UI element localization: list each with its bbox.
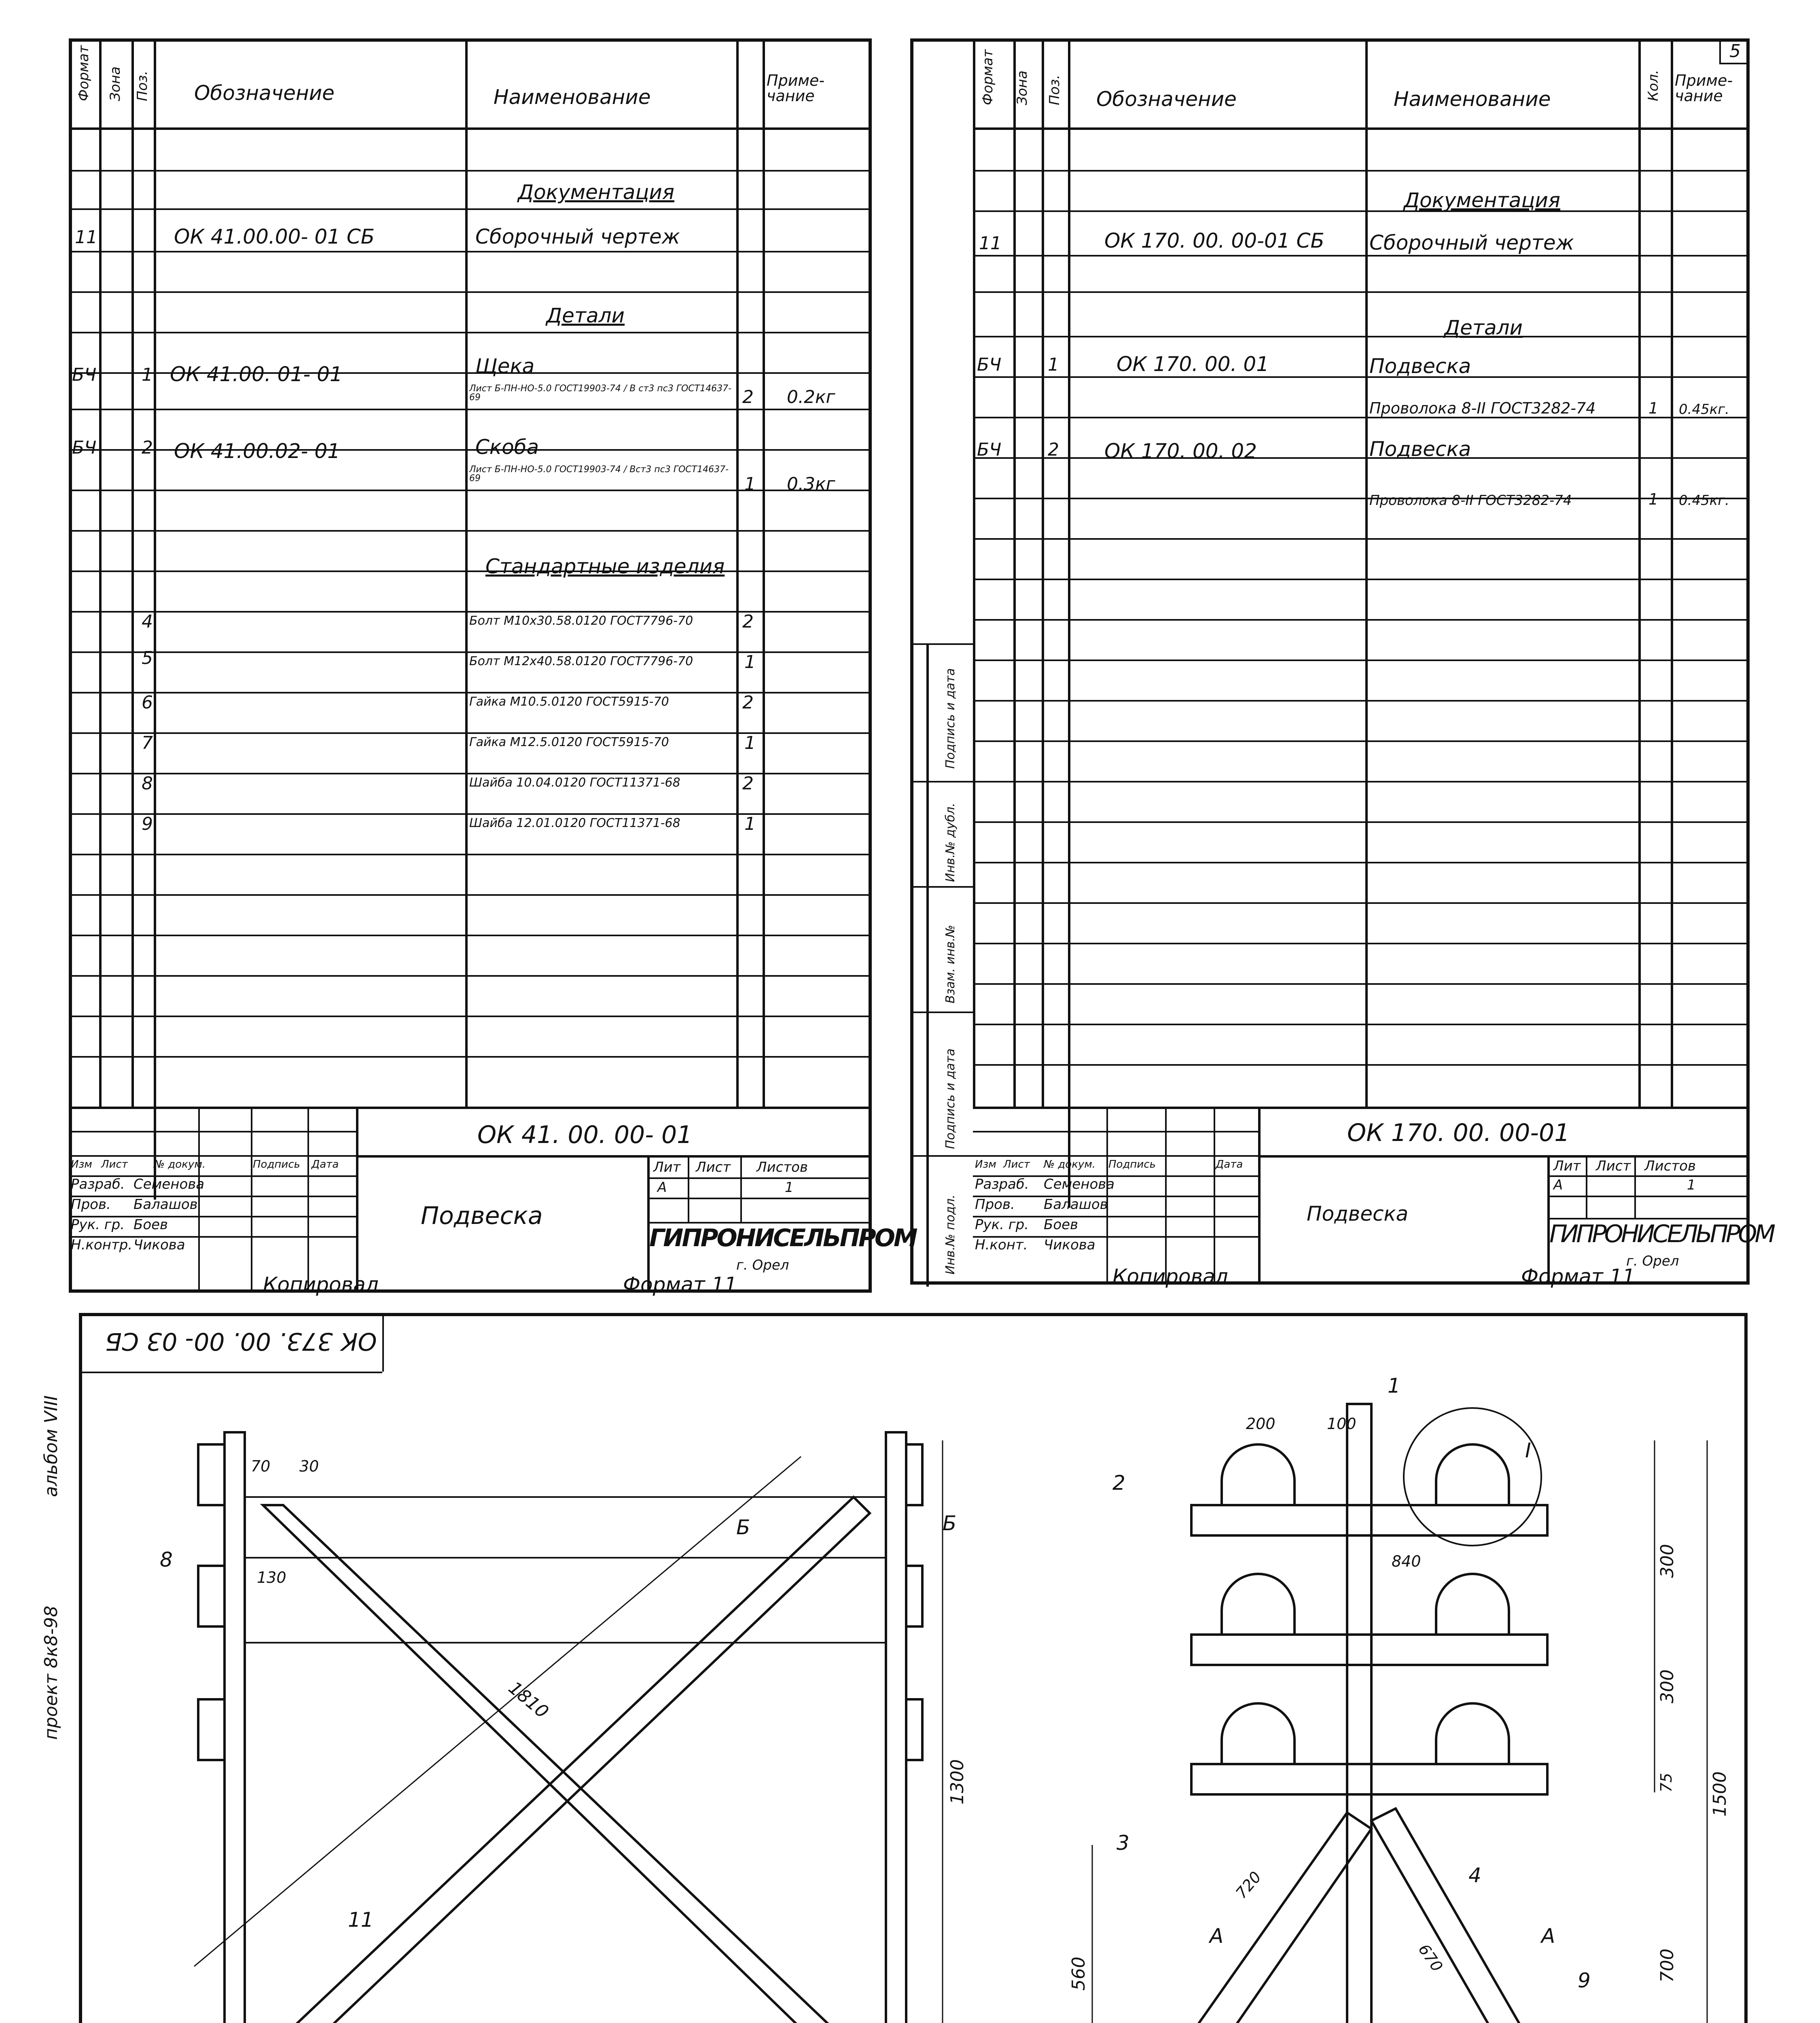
stamp-org: ГИПРОНИСЕЛЬПРОМ [1549,1220,1773,1248]
stamp-role: Лист [1003,1158,1030,1171]
header-qty: Кол. [1645,70,1661,101]
header-name: Наименование [494,85,651,109]
stamp-sheet-header: Лист [696,1159,731,1175]
header-format: Формат [76,45,92,101]
stamp-role: Изм [975,1158,996,1171]
header-zone: Зона [107,66,123,101]
stamp-lit: А [657,1179,667,1196]
row-qty: 2 [742,387,754,407]
row-name: Проволока 8-II ГОСТ3282-74 [1369,492,1572,509]
row-name: Шайба 10.04.0120 ГОСТ11371-68 [469,776,680,790]
dim-label: 300 [1657,1669,1678,1703]
stamp-lit: А [1553,1177,1563,1193]
stamp-person-name: Боев [133,1217,168,1233]
position-label: 3 [1117,1831,1129,1855]
stamp-sheets-header: Листов [756,1159,808,1175]
row-name: Подвеска [1369,354,1471,378]
row-note: 0.3кг [787,474,835,494]
row-name: Подвеска [1369,437,1471,461]
stamp-role: Подпись [1108,1158,1156,1171]
row-format: БЧ [977,354,1002,375]
stamp-sheets: 1 [1687,1177,1696,1193]
stamp-person-role: Разраб. [71,1176,125,1192]
row-qty: 2 [742,692,754,713]
album-label: альбом VIII [41,1395,61,1497]
dim-label: 720 [1232,1868,1265,1902]
row-pos: 1 [142,365,153,385]
copied-label: Копировал [1112,1265,1228,1288]
section-mark: Б [943,1512,957,1535]
row-qty: 2 [742,611,754,632]
dim-label: 670 [1415,1940,1447,1975]
page-number: 5 [1729,41,1741,61]
dim-label: 1300 [947,1759,968,1805]
row-name: Гайка М12.5.0120 ГОСТ5915-70 [469,735,669,749]
header-note: Приме-чание [767,72,825,105]
dim-label: 1500 [1710,1771,1730,1817]
header-pos: Поз. [134,70,150,101]
dim-label: 30 [299,1457,319,1475]
header-pos: Поз. [1047,74,1063,105]
stamp-person-name: Чикова [1044,1237,1095,1253]
stamp-person-name: Чикова [133,1237,185,1253]
row-name: Лист Б-ПН-НО-5.0 ГОСТ19903-74 / Вст3 пс3 ГОСТ14637-69 [469,464,729,483]
dim-label: 840 [1392,1552,1421,1570]
dim-label: 300 [1657,1544,1678,1578]
side-label: Подпись и дата [943,1048,958,1149]
row-name: Скоба [475,435,539,459]
row-qty: 1 [744,652,756,672]
stamp-role: Лист [101,1158,128,1171]
header-designation: Обозначение [194,81,335,105]
stamp-person-role: Пров. [975,1196,1015,1213]
stamp-sheets-header: Листов [1644,1158,1696,1174]
stamp-person-name: Боев [1044,1217,1078,1233]
dim-label: 100 [1327,1415,1356,1433]
stamp-title: Подвеска [421,1202,543,1230]
row-designation: ОК 41.00.02- 01 [174,439,340,463]
stamp-sheets: 1 [785,1179,794,1196]
stamp-city: г. Орел [736,1257,789,1273]
row-name: Болт М12х40.58.0120 ГОСТ7796-70 [469,654,693,668]
stamp-person-name: Балашов [1044,1196,1108,1213]
dim-label: 700 [1657,1949,1678,1983]
dim-label: 200 [1246,1415,1275,1433]
stamp-code: ОК 41. 00. 00- 01 [477,1121,693,1149]
side-label: Подпись и дата [943,668,958,769]
row-format: 11 [75,227,97,248]
header-note: Приме-чание [1675,72,1733,105]
side-label: Инв.№ дубл. [943,803,958,882]
position-label: 1 [1388,1374,1400,1397]
position-label: 8 [160,1548,173,1571]
row-name: Проволока 8-II ГОСТ3282-74 [1369,399,1596,417]
row-pos: 6 [142,692,153,713]
section-mark: Б [736,1516,750,1539]
stamp-city: г. Орел [1626,1253,1679,1269]
row-name: Сборочный чертеж [475,225,680,248]
position-label: 9 [1578,1969,1591,1992]
section-mark: А [1541,1924,1555,1948]
stamp-role: Дата [1216,1158,1243,1171]
row-format: БЧ [72,437,97,458]
row-note: 0.45кг. [1679,401,1729,418]
row-designation: ОК 41.00.00- 01 СБ [174,225,375,248]
position-label: 11 [348,1908,374,1932]
side-label: Инв.№ подл. [943,1194,958,1274]
row-designation: ОК 41.00. 01- 01 [170,363,343,386]
header-format: Формат [980,49,996,105]
row-designation: ОК 170. 00. 01 [1117,352,1269,376]
section-mark: А [1210,1924,1224,1948]
row-name: Болт М10х30.58.0120 ГОСТ7796-70 [469,614,693,628]
row-pos: 7 [142,733,153,753]
stamp-person-name: Балашов [133,1196,198,1213]
dim-label: 1810 [504,1677,553,1723]
row-designation: ОК 170. 00. 00-01 СБ [1104,229,1324,252]
header-zone: Зона [1014,70,1030,105]
stamp-person-role: Разраб. [975,1176,1029,1192]
stamp-title: Подвеска [1307,1202,1409,1226]
stamp-role: Изм [71,1158,92,1171]
row-qty: 2 [742,773,754,794]
header-name: Наименование [1394,87,1551,111]
stamp-role: Подпись [253,1158,300,1171]
copied-label: Копировал [263,1273,379,1296]
project-label: проект 8к8-98 [41,1605,61,1740]
row-pos: 1 [1048,354,1059,375]
stamp-lit-header: Лит [653,1159,681,1175]
section-standard: Стандартные изделия [485,555,725,578]
row-pos: 2 [1048,439,1059,460]
row-pos: 8 [142,773,153,794]
stamp-person-role: Рук. гр. [71,1217,125,1233]
row-name: Гайка М10.5.0120 ГОСТ5915-70 [469,695,669,709]
row-pos: 5 [142,648,153,668]
row-format: БЧ [977,439,1002,460]
row-qty: 1 [1648,399,1659,417]
dim-label: 130 [257,1569,286,1586]
format-label: Формат 11 [1521,1265,1636,1288]
stamp-role: Дата [311,1158,339,1171]
row-name: Щека [475,354,535,378]
position-label: 2 [1112,1471,1125,1495]
mirrored-stamp-code: ОК 373. 00. 00- 03 СБ [105,1327,377,1355]
section-details: Детали [546,304,625,327]
section-documentation: Документация [1404,189,1560,212]
side-label: Взам. инв.№ [943,925,958,1003]
row-qty: 1 [1648,490,1659,508]
row-name: Лист Б-ПН-НО-5.0 ГОСТ19903-74 / В ст3 пс3 ГОСТ14637-69 [469,384,732,403]
dim-label: 560 [1068,1957,1089,1991]
row-note: 0.2кг [787,387,835,407]
row-pos: 2 [142,437,153,458]
stamp-person-role: Рук. гр. [975,1217,1029,1233]
dim-label: 70 [251,1457,271,1475]
stamp-person-name: Семенова [133,1176,205,1192]
row-name: Шайба 12.01.0120 ГОСТ11371-68 [469,816,680,830]
row-name: Сборочный чертеж [1369,231,1574,254]
row-format: 11 [979,233,1002,254]
stamp-org: ГИПРОНИСЕЛЬПРОМ [649,1224,916,1252]
section-details: Детали [1444,316,1523,339]
stamp-person-role: Н.конт. [975,1237,1028,1253]
row-designation: ОК 170. 00. 02 [1104,439,1257,463]
stamp-person-role: Пров. [71,1196,111,1213]
stamp-role: № докум. [154,1158,206,1171]
row-qty: 1 [744,474,756,494]
row-note: 0.45кг. [1679,492,1729,509]
row-format: БЧ [72,365,97,385]
stamp-role: № докум. [1044,1158,1096,1171]
stamp-lit-header: Лит [1553,1158,1581,1174]
dim-label: 75 [1657,1773,1675,1792]
position-label: 4 [1468,1864,1481,1887]
format-label: Формат 11 [623,1273,737,1296]
row-qty: 1 [744,814,756,834]
row-pos: 9 [142,814,153,834]
header-designation: Обозначение [1096,87,1237,111]
section-documentation: Документация [518,180,674,204]
row-pos: 4 [142,611,153,632]
stamp-person-name: Семенова [1044,1176,1115,1192]
detail-mark: I [1525,1439,1531,1462]
stamp-sheet-header: Лист [1596,1158,1631,1174]
row-qty: 1 [744,733,756,753]
stamp-person-role: Н.контр. [71,1237,133,1253]
stamp-code: ОК 170. 00. 00-01 [1347,1119,1570,1147]
